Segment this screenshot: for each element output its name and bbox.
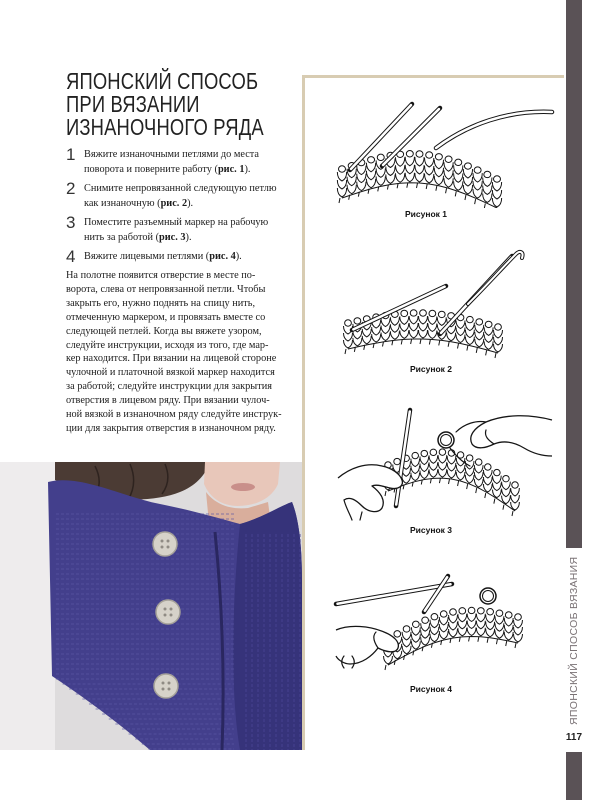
needle-loop (478, 608, 485, 614)
figure-caption: Рисунок 4 (410, 684, 453, 694)
stitch (454, 165, 463, 174)
left-needle (352, 286, 446, 330)
needle-loop (467, 316, 474, 322)
figure-reference: рис. 1 (217, 163, 245, 175)
stitch (357, 166, 366, 175)
figure-reference: рис. 3 (159, 231, 186, 243)
step-line-last (84, 231, 268, 246)
button (154, 674, 178, 698)
fabric-fringe (439, 340, 440, 345)
left-hand (336, 626, 398, 664)
fabric-fringe (404, 655, 405, 660)
needle-loop (485, 464, 492, 470)
fabric-fringe (455, 191, 456, 196)
fabric-fringe (420, 339, 421, 344)
photo-wall (0, 462, 55, 750)
body-line: ции для закрытия отверстия в изнаночном ряду. (66, 422, 276, 434)
button-hole (161, 546, 164, 549)
stitch (511, 488, 520, 496)
button-hole (170, 608, 173, 611)
needle-loop (512, 482, 519, 488)
knitted-fabric (384, 607, 523, 670)
needle-loop (345, 320, 352, 326)
step-lead: как изнаночную ( (84, 197, 161, 209)
fabric-fringe (429, 339, 430, 344)
step-1 (66, 145, 298, 180)
fabric-fringe (476, 488, 477, 493)
needle-loop (412, 452, 419, 458)
needle-loop (459, 608, 466, 614)
fabric-fringe (512, 511, 513, 516)
needle-loop (503, 475, 510, 481)
fabric-fringe (478, 637, 479, 642)
step-2 (66, 179, 298, 214)
stitch (366, 163, 375, 172)
working-yarn-outline (436, 112, 552, 148)
fabric-fringe (458, 344, 459, 349)
stitch (419, 316, 428, 324)
step-line-last (84, 197, 277, 212)
figure-1-illustration (306, 92, 562, 208)
marker-inner (483, 591, 494, 602)
needle-loop (439, 449, 446, 455)
stitch (494, 330, 503, 338)
fabric-fringe (496, 639, 497, 644)
fabric-fringe (448, 342, 449, 347)
fabric-fringe (506, 641, 507, 646)
needle-loop (487, 609, 494, 615)
figure-2-illustration (306, 245, 562, 360)
fabric-fringe (487, 638, 488, 643)
needle-loop (413, 621, 420, 627)
fabric-fringe (413, 650, 414, 655)
needle-loop (430, 449, 437, 455)
knitted-fabric (344, 310, 503, 358)
stitch (514, 620, 523, 628)
button-hole (164, 614, 167, 617)
button-hole (162, 682, 165, 685)
needle-loop (421, 450, 428, 456)
stitch (411, 459, 420, 467)
fabric-fringe (486, 350, 487, 355)
figure-caption: Рисунок 2 (410, 364, 453, 374)
button-hole (168, 682, 171, 685)
title-line: ИЗНАНОЧНОГО РЯДА (66, 114, 264, 140)
step-3 (66, 213, 298, 248)
needle-loop (484, 171, 491, 177)
button-hole (162, 688, 165, 691)
step-text (84, 148, 259, 177)
fabric-fringe (417, 183, 418, 188)
needle-loop (494, 469, 501, 475)
needle-loop (394, 631, 401, 637)
left-hand (338, 465, 402, 512)
body-paragraph (66, 269, 282, 436)
body-line: чулочной и платочной вязкой маркер находится (66, 367, 275, 379)
stitch (415, 157, 424, 166)
needle-loop (464, 163, 471, 169)
step-text (84, 250, 242, 265)
scarf-photo (0, 462, 302, 750)
needle-loop (435, 154, 442, 160)
fabric-fringe (484, 203, 485, 208)
stitch (486, 615, 495, 623)
needle-loop (377, 154, 384, 160)
needle-loop (354, 318, 361, 324)
needle-loop (406, 151, 413, 157)
button (153, 532, 177, 556)
needle-loop (410, 310, 417, 316)
fabric-fringe (426, 184, 427, 189)
figure-caption: Рисунок 3 (410, 525, 453, 535)
stitch (400, 316, 409, 324)
fabric-fringe (411, 339, 412, 344)
chapter-label: ЯПОНСКИЙ СПОСОБ ВЯЗАНИЯ (568, 556, 580, 726)
step-line: Снимите непровязанной следующую петлю (84, 183, 277, 194)
button-hole (170, 614, 173, 617)
page-number: 117 (565, 732, 583, 743)
needle-loop (431, 614, 438, 620)
working-yarn (468, 252, 523, 304)
button-hole (164, 608, 167, 611)
body-line: На полотне появится отверстие в месте по- (66, 270, 256, 281)
step-line-last (84, 163, 259, 178)
step-number: 3 (66, 213, 76, 232)
needle-loop (496, 610, 503, 616)
fabric-fringe (345, 349, 346, 354)
stitch (483, 177, 492, 186)
stitch (465, 323, 474, 331)
step-number: 1 (66, 145, 76, 164)
scarf-fold (233, 502, 302, 750)
stitch (390, 317, 399, 325)
button-hole (167, 540, 170, 543)
needle-loop (474, 167, 481, 173)
needle-loop (416, 151, 423, 157)
needle-loop (422, 617, 429, 623)
body-line: следуйте инструкции, исходя из того, где мар- (66, 339, 269, 351)
step-number: 4 (66, 247, 76, 266)
body-line: ворота, слева от непровязанной петли. Чтобы (66, 283, 266, 295)
stitch (483, 470, 492, 478)
needle-loop (455, 159, 462, 165)
fabric-fringe (407, 183, 408, 188)
figure-reference: рис. 4 (209, 251, 236, 262)
needle-loop (450, 609, 457, 615)
fabric-fringe (467, 484, 468, 489)
stitch (493, 476, 502, 484)
needle-loop (495, 324, 502, 330)
step-text (84, 182, 277, 211)
stitch (381, 319, 390, 327)
step-text (84, 216, 268, 245)
stitch (425, 158, 434, 167)
button-face (156, 600, 180, 624)
fabric-fringe (476, 348, 477, 353)
fabric-fringe (436, 186, 437, 191)
working-yarn (436, 112, 552, 148)
marker-inner (441, 435, 452, 446)
side-bar-top (566, 0, 582, 548)
body-line: следующей петлей. Когда вы вяжете узором, (66, 325, 262, 337)
left-hand-wrist (360, 512, 362, 520)
fabric-fringe (339, 198, 340, 203)
right-needle-body (425, 577, 447, 611)
needle-loop (426, 152, 433, 158)
stitch (456, 321, 465, 329)
fabric-fringe (475, 199, 476, 204)
stitch (492, 182, 501, 191)
stitch (473, 173, 482, 182)
stitch (467, 613, 476, 621)
fabric-fringe (469, 636, 470, 641)
left-hand-wrist (344, 500, 352, 520)
needle-loop (403, 626, 410, 632)
body-line: закрыть его, нужно поднять на спицу нить, (66, 297, 256, 309)
stitch (463, 169, 472, 178)
step-tail: ). (235, 251, 242, 262)
fabric-fringe (465, 195, 466, 200)
button (156, 600, 180, 624)
button-face (154, 674, 178, 698)
body-line: ной вязкой в изнаночном ряду следуйте инструк- (66, 409, 282, 421)
figure-4-illustration (306, 572, 562, 680)
button-face (153, 532, 177, 556)
stitch (484, 327, 493, 335)
lips (231, 483, 255, 491)
fabric-fringe (385, 491, 386, 496)
fabric-fringe (494, 499, 495, 504)
stitch (474, 465, 483, 473)
figure-3-illustration (306, 403, 562, 523)
stitch (449, 615, 458, 623)
stitch (475, 325, 484, 333)
stitch-marker-ring (480, 588, 496, 604)
stitch (458, 614, 467, 622)
stitch (428, 316, 437, 324)
needle-loop (494, 176, 501, 182)
stitch (502, 482, 511, 490)
needle-loop (485, 321, 492, 327)
stitch (420, 457, 429, 465)
needle-loop (505, 612, 512, 618)
stitch (411, 627, 420, 635)
stitch (476, 614, 485, 622)
needle-loop (476, 319, 483, 325)
figure-caption: Рисунок 1 (405, 209, 448, 219)
needle-loop (339, 166, 346, 172)
fabric-fringe (503, 505, 504, 510)
body-line: отверстия в лицевом ряду. При вязании чулоч- (66, 395, 270, 407)
fabric-fringe (385, 665, 386, 670)
body-line: за работой; следуйте инструкции для закрытия (66, 381, 272, 393)
stitch (337, 172, 346, 181)
stitch (429, 455, 438, 463)
step-lead: нить за работой ( (84, 231, 159, 243)
step-line: Вяжите изнаночными петлями до места (84, 149, 260, 160)
needle-loop (401, 310, 408, 316)
needle-loop (475, 459, 482, 465)
panel-frame-left (302, 75, 305, 750)
stitch (439, 617, 448, 625)
stitch (444, 162, 453, 171)
step-tail: ). (244, 163, 251, 175)
page-title (66, 70, 264, 139)
stitch (405, 157, 414, 166)
fabric-fringe (458, 481, 459, 486)
needle-loop (438, 311, 445, 317)
fabric-fringe (515, 643, 516, 648)
stitch (437, 317, 446, 325)
title-line: ПРИ ВЯЗАНИИ (66, 91, 200, 117)
title-line: ЯПОНСКИЙ СПОСОБ (66, 68, 259, 94)
step-line-last (84, 250, 242, 265)
step-lead: поворота и поверните работу ( (84, 163, 218, 175)
left-needle-body (351, 105, 411, 169)
stitch (395, 157, 404, 166)
step-lead: Вяжите лицевыми петлями ( (84, 251, 210, 262)
step-line: Поместите разъемный маркер на рабочую (84, 217, 269, 228)
needle-loop (429, 310, 436, 316)
step-tail: ). (187, 197, 194, 209)
needle-loop (420, 310, 427, 316)
fabric-fringe (449, 479, 450, 484)
panel-frame-top (302, 75, 564, 78)
needle-loop (445, 156, 452, 162)
needle-loop (368, 157, 375, 163)
fabric-fringe (495, 353, 496, 358)
stitch (465, 461, 474, 469)
body-line: отмеченную маркером, и провязать вместе со (66, 311, 266, 323)
needle-loop (440, 611, 447, 617)
needle-loop (466, 455, 473, 461)
step-number: 2 (66, 179, 76, 198)
fabric-fringe (394, 660, 395, 665)
stitch (430, 620, 439, 628)
fabric-fringe (485, 493, 486, 498)
body-line: кер находится. При вязании на лицевой стороне (66, 353, 277, 365)
right-needle (424, 576, 448, 612)
fabric-fringe (439, 478, 440, 483)
fabric-fringe (467, 346, 468, 351)
needle-loop (394, 458, 401, 464)
button-hole (167, 546, 170, 549)
stitch (434, 160, 443, 169)
stitch-marker-ring (438, 432, 454, 448)
fabric-fringe (446, 188, 447, 193)
side-bar-bottom (566, 752, 582, 800)
stitch (495, 616, 504, 624)
stitch (504, 618, 513, 626)
fabric-edge (388, 636, 518, 665)
stitch (402, 632, 411, 640)
stitch (447, 456, 456, 464)
needle-loop (468, 607, 475, 613)
stitch (421, 623, 430, 631)
step-tail: ). (185, 231, 192, 243)
needle-loop (515, 614, 522, 620)
button-hole (168, 688, 171, 691)
button-hole (161, 540, 164, 543)
figure-reference: рис. 2 (160, 197, 188, 209)
stitch (438, 455, 447, 463)
stitch (409, 316, 418, 324)
